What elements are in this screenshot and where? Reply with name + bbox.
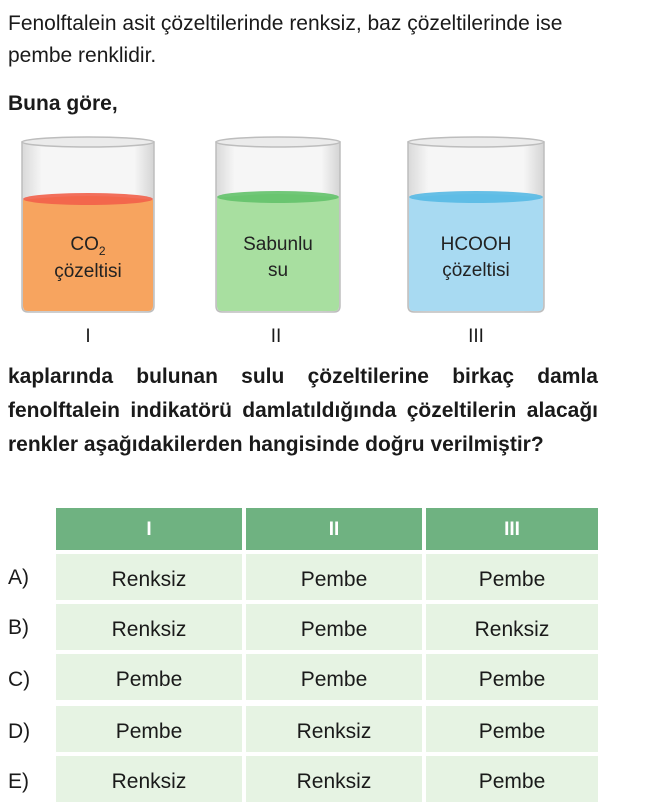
row-d-col-3: Pembe xyxy=(426,706,598,752)
header-col-2: II xyxy=(246,508,422,550)
beaker-1-label: $CO_2$ çözeltisi xyxy=(54,234,122,282)
beaker-2-label: Sabunlu su xyxy=(243,234,313,281)
option-b-label[interactable]: B) xyxy=(8,616,29,639)
row-b-col-2: Pembe xyxy=(246,604,422,650)
row-e-col-1: Renksiz xyxy=(56,756,242,802)
question-text: kaplarında bulunan sulu çözeltilerine birkaç damla fenolftalein indikatörü damlatıldığında çözeltilerin alacağı renkler aşağıdakilerden hangisinde doğru verilmiştir? xyxy=(8,365,598,456)
option-e-label[interactable]: E) xyxy=(8,770,29,793)
header-col-1: I xyxy=(56,508,242,550)
roman-3: III xyxy=(468,326,484,347)
lead-text: Buna göre, xyxy=(8,92,118,115)
row-c-col-2: Pembe xyxy=(246,654,422,700)
option-c-label[interactable]: C) xyxy=(8,668,31,691)
beaker-3-label: HCOOH çözeltisi xyxy=(440,234,512,281)
row-e-col-3: Pembe xyxy=(426,756,598,802)
intro-text: Fenolftalein asit çözeltilerinde renksiz, baz çözeltilerinde ise pembe renklidir. xyxy=(8,12,563,67)
row-b-col-1: Renksiz xyxy=(56,604,242,650)
row-a-col-2: Pembe xyxy=(246,554,422,600)
row-d-col-2: Renksiz xyxy=(246,706,422,752)
option-d-label[interactable]: D) xyxy=(8,720,31,743)
table-header xyxy=(56,508,598,550)
row-a-col-1: Renksiz xyxy=(56,554,242,600)
roman-1: I xyxy=(85,326,91,347)
roman-2: II xyxy=(270,326,282,347)
beaker-1 xyxy=(22,137,154,312)
row-c-col-1: Pembe xyxy=(56,654,242,700)
option-a-label[interactable]: A) xyxy=(8,566,29,589)
row-c-col-3: Pembe xyxy=(426,654,598,700)
row-e-col-2: Renksiz xyxy=(246,756,422,802)
row-b-col-3: Renksiz xyxy=(426,604,598,650)
row-d-col-1: Pembe xyxy=(56,706,242,752)
row-a-col-3: Pembe xyxy=(426,554,598,600)
header-col-3: III xyxy=(426,508,598,550)
beaker-2 xyxy=(216,137,340,312)
beaker-3 xyxy=(408,137,544,312)
